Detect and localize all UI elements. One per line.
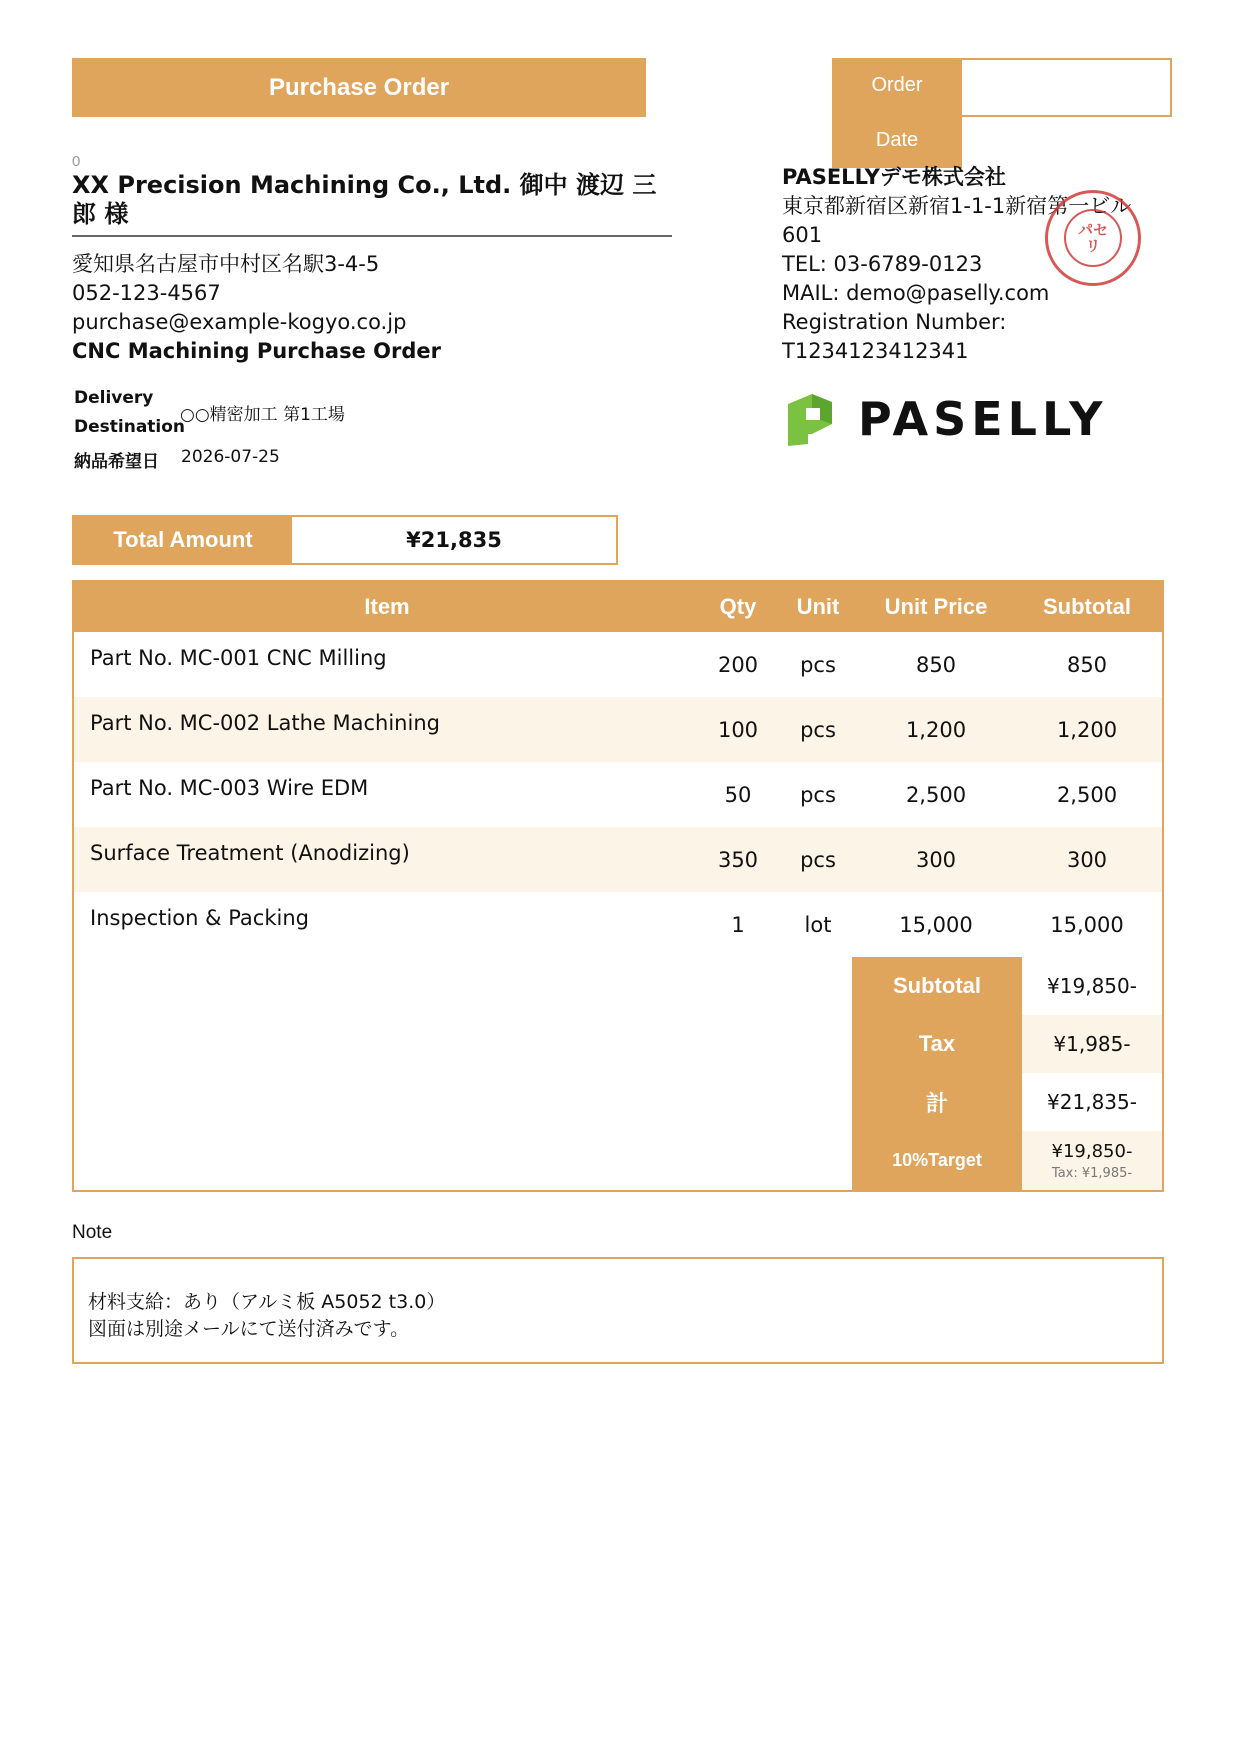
row-qty: 1 xyxy=(731,912,745,937)
row-subtotal: 300 xyxy=(1066,847,1108,872)
row-qty: 350 xyxy=(717,847,759,872)
logo-wordmark: PASELLY xyxy=(858,392,1108,446)
row-item: Inspection & Packing xyxy=(90,906,309,930)
row-unit: pcs xyxy=(800,847,836,872)
logo-mark-icon xyxy=(782,390,838,448)
row-qty: 200 xyxy=(717,652,759,677)
row-unit-price: 850 xyxy=(915,652,957,677)
registration-label: Registration Number: xyxy=(782,310,1007,334)
summary-tax-label: Tax xyxy=(852,1015,1022,1073)
customer-name: XX Precision Machining Co., Ltd. 御中 渡辺 三郎 様 xyxy=(72,171,657,228)
row-subtotal: 850 xyxy=(1066,652,1108,677)
seal-inner-ring: パセ リ xyxy=(1064,209,1122,267)
row-unit: lot xyxy=(804,912,832,937)
row-unit-price: 2,500 xyxy=(905,782,967,807)
company-tel: TEL: 03-6789-0123 xyxy=(782,252,983,276)
row-unit: pcs xyxy=(800,717,836,742)
company-seal-stamp xyxy=(1045,190,1141,286)
note-line-2: 図面は別途メールにて送付済みです。 xyxy=(88,1318,410,1340)
delivery-label-line-1: Delivery xyxy=(74,388,154,408)
row-item: Part No. MC-002 Lathe Machining xyxy=(90,711,440,735)
row-qty: 100 xyxy=(717,717,759,742)
delivery-destination-value: ○○精密加工 第1工場 xyxy=(180,405,345,425)
row-item: Part No. MC-003 Wire EDM xyxy=(90,776,369,800)
row-unit: pcs xyxy=(800,652,836,677)
summary-target-cell xyxy=(1022,1131,1162,1190)
summary-subtotal-value: ¥19,850- xyxy=(1047,974,1137,998)
summary-total-label: 計 xyxy=(852,1073,1022,1131)
company-mail: MAIL: demo@paselly.com xyxy=(782,281,1050,305)
row-qty: 50 xyxy=(724,782,752,807)
table-row xyxy=(74,827,1162,892)
header-unit-price: Unit Price xyxy=(884,594,988,619)
customer-phone: 052-123-4567 xyxy=(72,281,221,305)
customer-address: 愛知県名古屋市中村区名駅3-4-5 xyxy=(72,252,380,276)
due-date-value: 2026-07-25 xyxy=(181,447,280,467)
row-item: Surface Treatment (Anodizing) xyxy=(90,841,410,865)
customer-details xyxy=(72,250,441,366)
table-row xyxy=(74,697,1162,762)
row-unit-price: 15,000 xyxy=(899,912,973,937)
summary-target-tax: Tax: ¥1,985- xyxy=(1051,1165,1133,1181)
date-label: Date xyxy=(832,113,962,168)
total-amount-label: Total Amount xyxy=(74,517,292,563)
customer-email: purchase@example-kogyo.co.jp xyxy=(72,310,407,334)
header-subtotal: Subtotal xyxy=(1043,594,1131,619)
customer-number: 0 xyxy=(72,153,81,170)
total-amount-value: ¥21,835 xyxy=(406,528,502,552)
order-label: Order xyxy=(832,58,962,113)
summary-total-value: ¥21,835- xyxy=(1047,1090,1137,1114)
row-unit: pcs xyxy=(800,782,836,807)
row-subtotal: 15,000 xyxy=(1050,912,1124,937)
table-header xyxy=(74,582,1162,632)
company-address-2: 601 xyxy=(782,223,823,247)
company-name: PASELLYデモ株式会社 xyxy=(782,165,1006,189)
header-qty: Qty xyxy=(719,594,757,619)
delivery-label-line-2: Destination xyxy=(74,417,186,437)
table-row xyxy=(74,762,1162,827)
note-label: Note xyxy=(72,1222,113,1243)
order-subject: CNC Machining Purchase Order xyxy=(72,339,441,363)
table-row xyxy=(74,632,1162,697)
summary-subtotal-label: Subtotal xyxy=(852,957,1022,1015)
company-address-1: 東京都新宿区新宿1-1-1新宿第一ビル xyxy=(782,194,1132,218)
note-line-1: 材料支給：あり（アルミ板 A5052 t3.0） xyxy=(88,1291,446,1313)
summary-tax-value: ¥1,985- xyxy=(1022,1015,1162,1073)
row-unit-price: 1,200 xyxy=(905,717,967,742)
row-item: Part No. MC-001 CNC Milling xyxy=(90,646,387,670)
note-box xyxy=(72,1257,1164,1364)
registration-number: T1234123412341 xyxy=(782,339,969,363)
company-logo xyxy=(782,388,1112,450)
document-title: Purchase Order xyxy=(72,58,646,117)
summary-target-label: 10%Target xyxy=(852,1131,1022,1190)
header-unit: Unit xyxy=(796,594,840,619)
row-subtotal: 1,200 xyxy=(1056,717,1118,742)
total-amount-box xyxy=(72,515,618,565)
delivery-destination-label xyxy=(74,384,185,442)
row-subtotal: 2,500 xyxy=(1056,782,1118,807)
items-table xyxy=(72,580,1164,1192)
table-row xyxy=(74,892,1162,957)
due-date-label: 納品希望日 xyxy=(74,452,159,472)
header-item: Item xyxy=(364,594,410,619)
summary-target-value: ¥19,850- xyxy=(1051,1140,1133,1162)
row-unit-price: 300 xyxy=(915,847,957,872)
customer-divider xyxy=(72,235,672,237)
